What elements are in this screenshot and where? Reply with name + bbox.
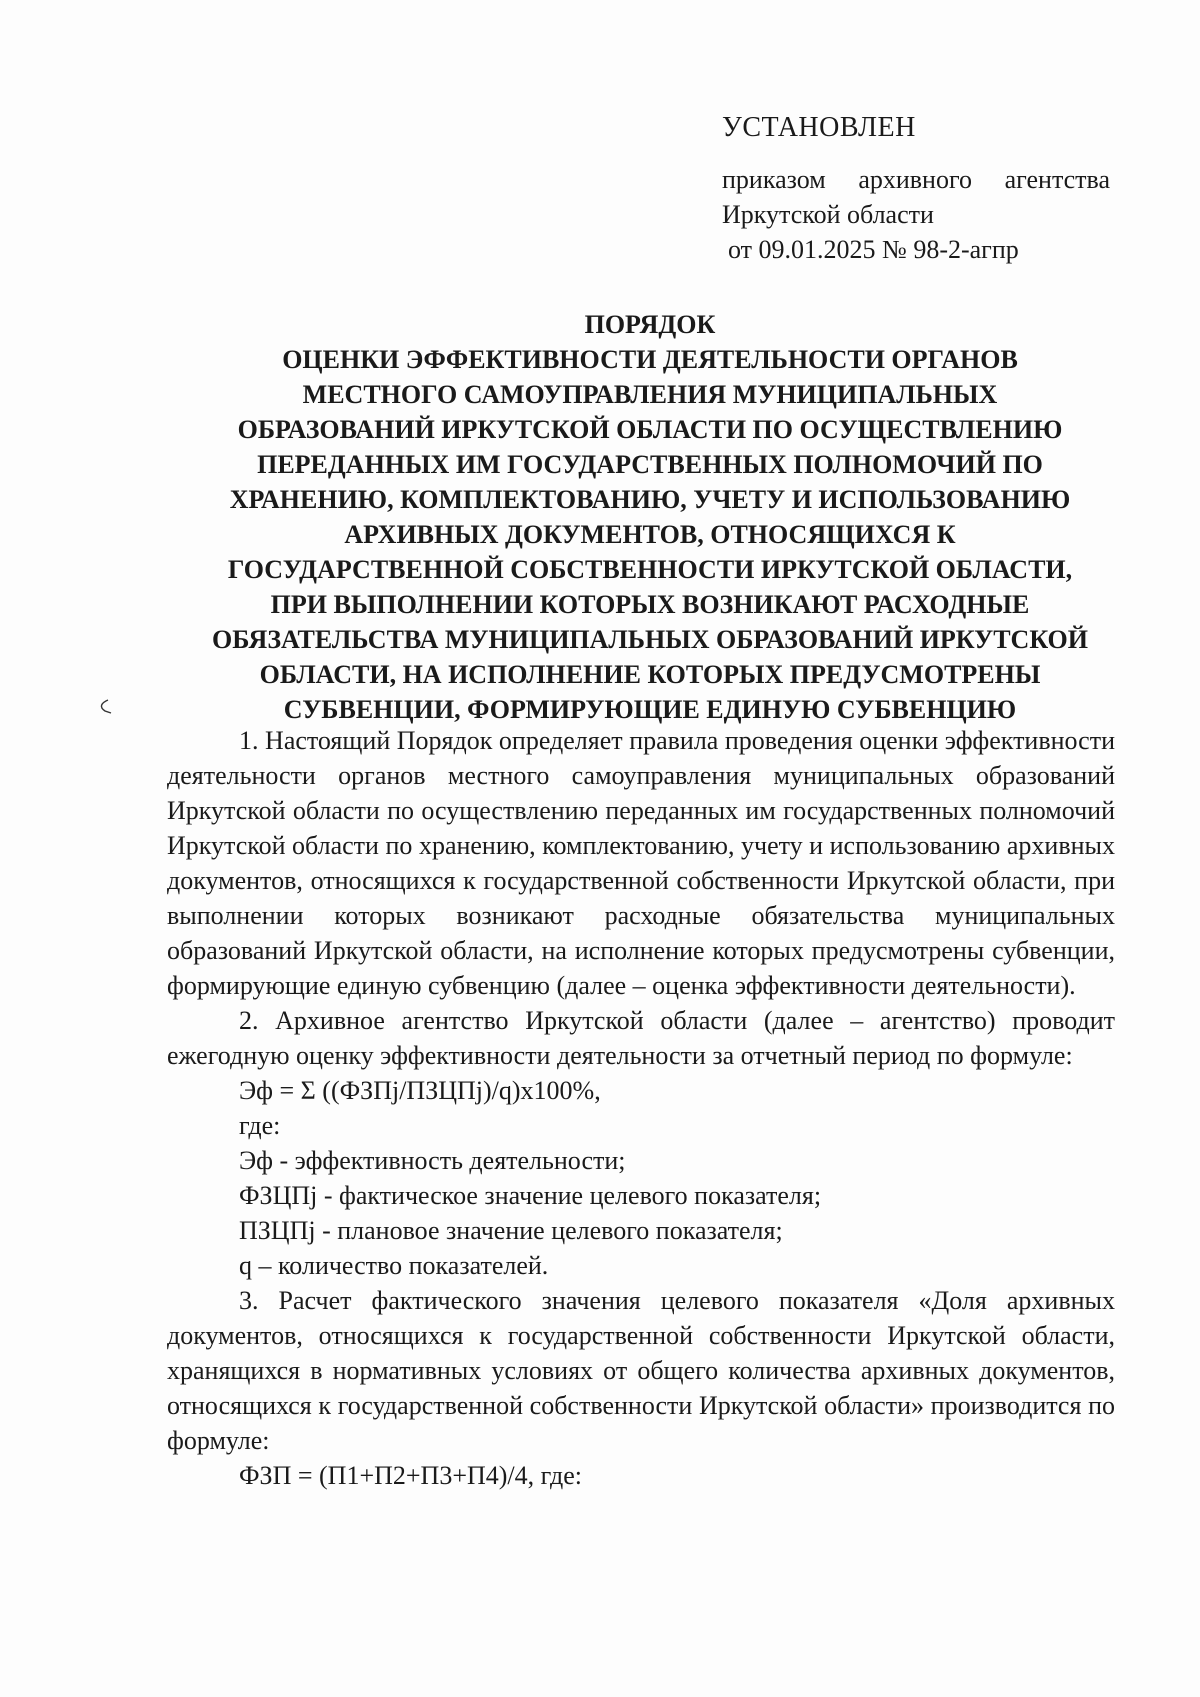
paragraph-1: 1. Настоящий Порядок определяет правила проведения оценки эффективности деятельности органов местного самоуправления муниципальных образований Иркутской области по осуществлению переданных им государственных полномочий Иркутской области по хранению, комплектованию, учету и использованию архивных документов, относящихся к государственной собственности Иркутской области, при выполнении которых возникают расходные обязательства муниципальных образований Иркутской области, на исполнение которых предусмотрены субвенции, формирующие единую субвенцию (далее – оценка эффективности деятельности). xyxy=(167,726,1115,1000)
paragraph-3: 3. Расчет фактического значения целевого показателя «Доля архивных документов, относящихся к государственной собственности Иркутской области, хранящихся в нормативных условиях от общего количества архивных документов, относящихся к государственной собственности Иркутской области» производится по формуле: xyxy=(167,1286,1115,1455)
approval-date-number: от 09.01.2025 № 98-2-агпр xyxy=(728,235,1019,264)
title-line: ОЦЕНКИ ЭФФЕКТИВНОСТИ ДЕЯТЕЛЬНОСТИ ОРГАНОВ xyxy=(282,345,1018,374)
title-line: ПОРЯДОК xyxy=(584,310,716,339)
definition-fzcp: ФЗЦПj - фактическое значение целевого показателя; xyxy=(239,1181,822,1210)
where-label: где: xyxy=(239,1111,281,1140)
approval-title: УСТАНОВЛЕН xyxy=(722,112,916,143)
margin-pen-mark xyxy=(96,698,114,716)
title-line: ОБЛАСТИ, НА ИСПОЛНЕНИЕ КОТОРЫХ ПРЕДУСМОТРЕНЫ xyxy=(259,660,1041,689)
title-line: ОБЯЗАТЕЛЬСТВА МУНИЦИПАЛЬНЫХ ОБРАЗОВАНИЙ ИРКУТСКОЙ xyxy=(212,625,1088,654)
title-line: СУБВЕНЦИИ, ФОРМИРУЮЩИЕ ЕДИНУЮ СУБВЕНЦИЮ xyxy=(283,695,1017,724)
title-line: ПРИ ВЫПОЛНЕНИИ КОТОРЫХ ВОЗНИКАЮТ РАСХОДНЫЕ xyxy=(270,590,1030,619)
title-line: ПЕРЕДАННЫХ ИМ ГОСУДАРСТВЕННЫХ ПОЛНОМОЧИЙ ПО xyxy=(257,450,1043,479)
title-line: ГОСУДАРСТВЕННОЙ СОБСТВЕННОСТИ ИРКУТСКОЙ ОБЛАСТИ, xyxy=(227,555,1073,584)
approval-region-line: Иркутской области xyxy=(722,200,934,229)
title-line: МЕСТНОГО САМОУПРАВЛЕНИЯ МУНИЦИПАЛЬНЫХ xyxy=(302,380,998,409)
efficiency-formula: Эф = Σ ((ФЗПj/ПЗЦПj)/q)x100%, xyxy=(239,1076,601,1105)
definition-pzcp: ПЗЦПj - плановое значение целевого показателя; xyxy=(239,1216,783,1245)
approval-block xyxy=(722,110,1122,267)
approval-order-line: приказом архивного агентства xyxy=(722,165,1110,194)
definition-ef: Эф - эффективность деятельности; xyxy=(239,1146,626,1175)
document-title xyxy=(170,307,1130,727)
document-body xyxy=(167,723,1115,1493)
paragraph-2: 2. Архивное агентство Иркутской области (далее – агентство) проводит ежегодную оценку эффективности деятельности за отчетный период по формуле: xyxy=(167,1006,1115,1070)
title-line: ОБРАЗОВАНИЙ ИРКУТСКОЙ ОБЛАСТИ ПО ОСУЩЕСТВЛЕНИЮ xyxy=(237,415,1063,444)
fzp-formula: ФЗП = (П1+П2+П3+П4)/4, где: xyxy=(239,1461,583,1490)
title-line: АРХИВНЫХ ДОКУМЕНТОВ, ОТНОСЯЩИХСЯ К xyxy=(344,520,956,549)
definition-q: q – количество показателей. xyxy=(239,1251,549,1280)
title-line: ХРАНЕНИЮ, КОМПЛЕКТОВАНИЮ, УЧЕТУ И ИСПОЛЬЗОВАНИЮ xyxy=(229,485,1071,514)
